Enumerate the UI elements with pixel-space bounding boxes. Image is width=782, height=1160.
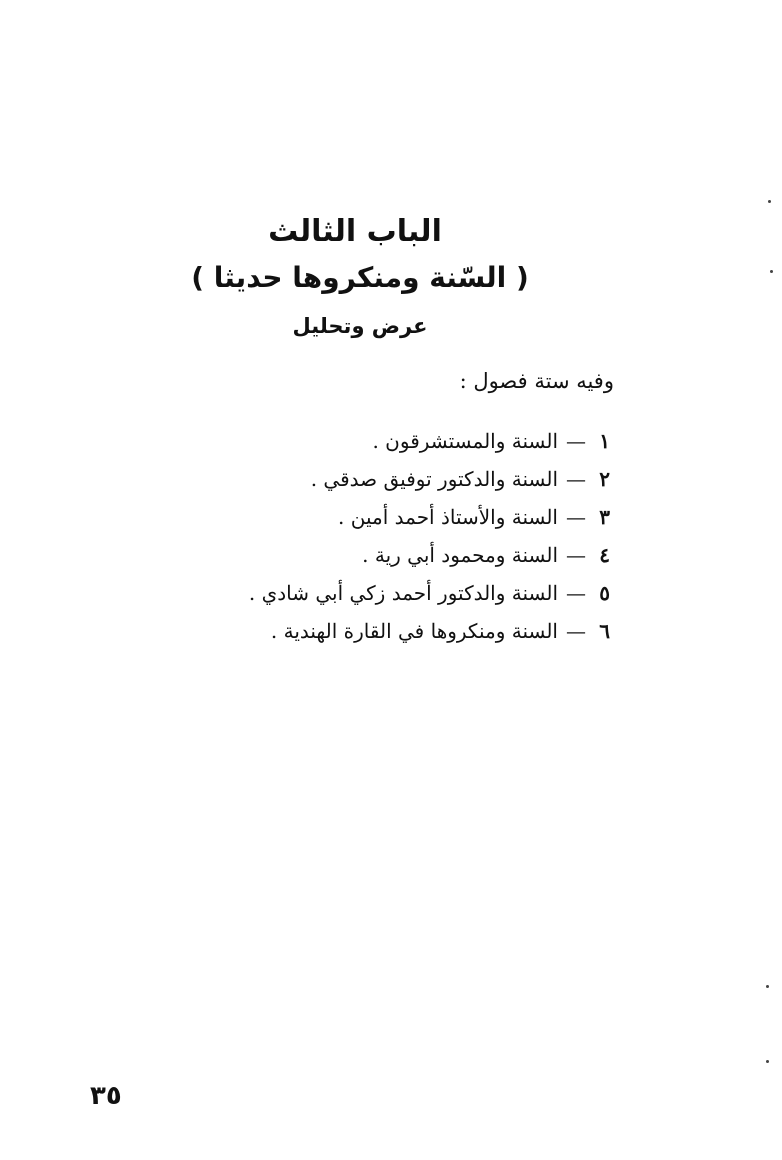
chapter-title: السنة ومنكروها في القارة الهندية . (270, 619, 558, 643)
chapter-dash: — (566, 429, 586, 453)
chapter-item (249, 498, 610, 536)
scan-speck (768, 200, 771, 203)
chapter-title: السنة ومحمود أبي رية . (362, 543, 558, 567)
chapter-number: ١ (599, 429, 610, 453)
chapters-intro: وفيه ستة فصول : (459, 369, 614, 393)
part-note: عرض وتحليل (292, 314, 428, 338)
chapter-number: ٤ (599, 543, 610, 567)
chapter-item (249, 574, 610, 612)
chapter-number: ٢ (599, 467, 610, 491)
chapter-number: ٦ (599, 619, 610, 643)
chapter-title: السنة والدكتور توفيق صدقي . (310, 467, 558, 491)
chapter-dash: — (566, 505, 586, 529)
part-title: الباب الثالث (268, 214, 442, 249)
scan-speck (766, 985, 769, 988)
part-subtitle: ( السّنة ومنكروها حديثا ) (191, 261, 529, 294)
page-number: ٣٥ (90, 1081, 122, 1111)
chapter-item (249, 612, 610, 650)
chapter-title: السنة والمستشرقون . (372, 429, 558, 453)
chapter-item (249, 422, 610, 460)
chapter-title: السنة والدكتور أحمد زكي أبي شادي . (248, 581, 558, 605)
chapter-list (249, 422, 610, 650)
chapter-number: ٣ (599, 505, 610, 529)
chapter-item (249, 460, 610, 498)
chapter-item (249, 536, 610, 574)
chapter-number: ٥ (599, 581, 610, 605)
scan-speck (766, 1060, 769, 1063)
chapter-dash: — (566, 467, 586, 491)
chapter-dash: — (566, 543, 586, 567)
chapter-title: السنة والأستاذ أحمد أمين . (338, 505, 558, 529)
scan-speck (770, 270, 773, 273)
chapter-dash: — (566, 619, 586, 643)
chapter-dash: — (566, 581, 586, 605)
